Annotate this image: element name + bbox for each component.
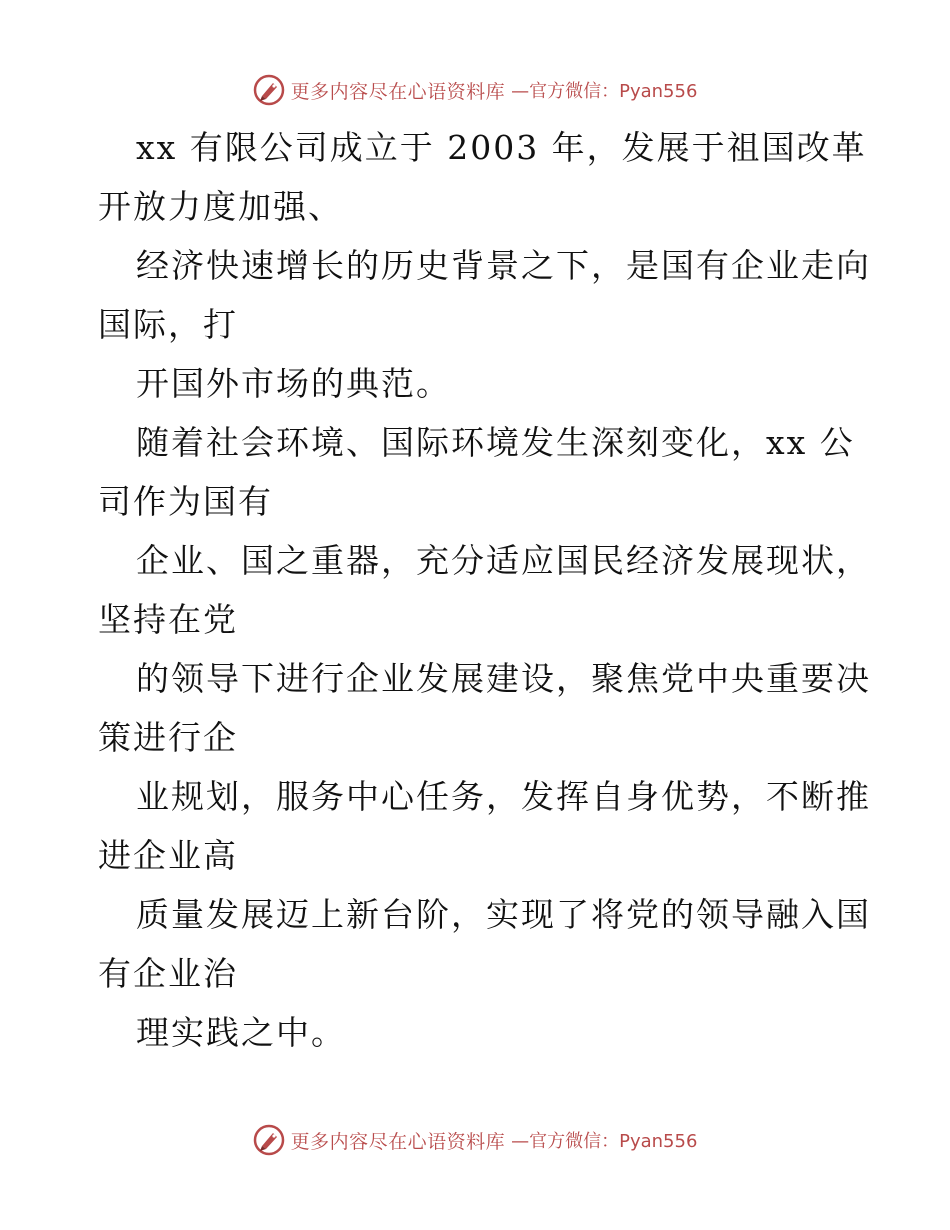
- body-line: 开放力度加强、: [98, 187, 343, 226]
- pen-nib-logo-icon: [253, 74, 285, 106]
- banner-contact: —官方微信：Pyan556: [511, 81, 698, 102]
- body-line: 有企业治: [98, 954, 238, 993]
- body-line: 坚持在党: [98, 600, 238, 639]
- footer-banner: [0, 1120, 950, 1160]
- body-line: 经济快速增长的历史背景之下，是国有企业走向: [136, 246, 871, 285]
- document-body: [98, 118, 871, 1062]
- body-line: 进企业高: [98, 836, 238, 875]
- banner-contact: —官方微信：Pyan556: [511, 1131, 698, 1152]
- body-line: 理实践之中。: [136, 1013, 346, 1052]
- body-line: 质量发展迈上新台阶，实现了将党的领导融入国: [136, 895, 871, 934]
- banner-ad-text: 更多内容尽在心语资料库: [290, 80, 506, 103]
- body-line: 企业、国之重器，充分适应国民经济发展现状，: [136, 541, 871, 580]
- banner-ad-text: 更多内容尽在心语资料库: [290, 1130, 506, 1153]
- body-line: 司作为国有: [98, 482, 273, 521]
- body-line: xx 有限公司成立于 2003 年，发展于祖国改革: [136, 128, 867, 167]
- body-line: 开国外市场的典范。: [136, 364, 451, 403]
- body-line: 的领导下进行企业发展建设，聚焦党中央重要决: [136, 659, 871, 698]
- body-line: 策进行企: [98, 718, 238, 757]
- header-banner: [0, 70, 950, 110]
- body-line: 国际，打: [98, 305, 238, 344]
- body-line: 随着社会环境、国际环境发生深刻变化，xx 公: [136, 423, 855, 462]
- body-line: 业规划，服务中心任务，发挥自身优势，不断推: [136, 777, 871, 816]
- pen-nib-logo-icon: [253, 1124, 285, 1156]
